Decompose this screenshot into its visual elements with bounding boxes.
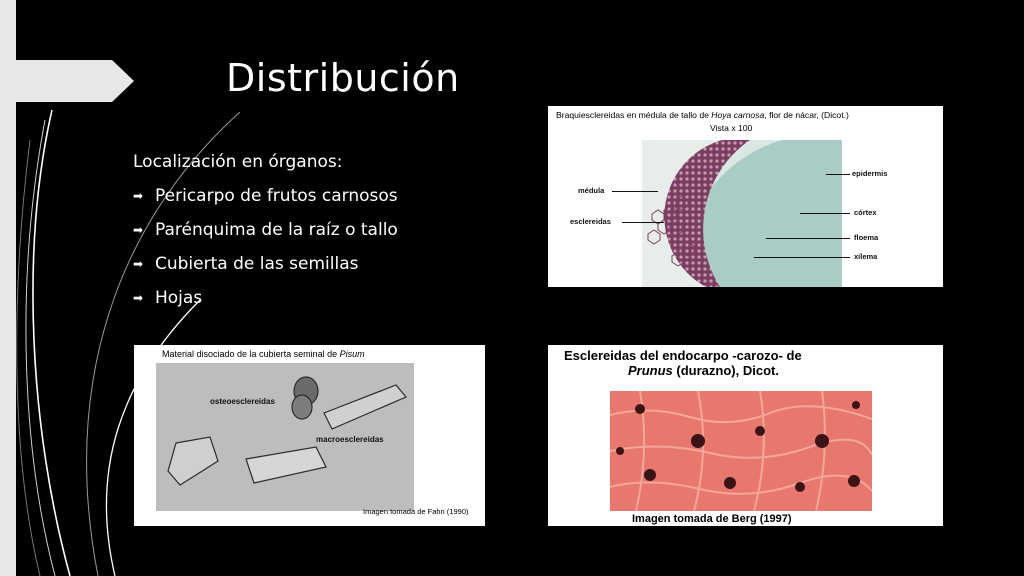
stem-cross-section-figure <box>548 106 943 287</box>
arrow-bullet-icon: ➡ <box>133 189 144 203</box>
bullet-text: Cubierta de las semillas <box>155 254 359 274</box>
figure-caption-line2: Prunus (durazno), Dicot. <box>628 363 779 378</box>
cortex-label: córtex <box>854 208 877 217</box>
list-item <box>133 218 473 242</box>
figure-caption: Braquiesclereidas en médula de tallo de Hoya carnosa, flor de nácar, (Dicot.) <box>556 110 849 120</box>
floema-label: floema <box>854 233 879 242</box>
bullet-list <box>133 184 473 310</box>
arrow-bullet-icon: ➡ <box>133 291 144 305</box>
list-item <box>133 184 473 208</box>
leader-line <box>826 174 850 175</box>
leader-line <box>612 191 658 192</box>
esclereidas-label: esclereidas <box>570 217 611 226</box>
bullet-area <box>133 150 473 320</box>
list-item <box>133 252 473 276</box>
arrow-bullet-icon: ➡ <box>133 257 144 271</box>
image-credit: Imagen tomada de Fahn (1990) <box>363 507 469 516</box>
lead-text: Localización en órganos: <box>133 152 343 172</box>
osteoesclereidas-label: osteoesclereidas <box>210 397 275 406</box>
bullet-text: Pericarpo de frutos carnosos <box>155 186 398 206</box>
leader-line <box>622 222 664 223</box>
slide-title: Distribución <box>226 56 460 100</box>
macroesclereidas-label: macroesclereidas <box>316 435 384 444</box>
leader-line <box>766 238 850 239</box>
image-credit: Imagen tomada de Berg (1997) <box>632 513 792 525</box>
epidermis-label: epidermis <box>852 169 888 178</box>
bullet-text: Hojas <box>155 288 203 308</box>
arrow-bullet-icon: ➡ <box>133 223 144 237</box>
prunus-endocarp-figure <box>548 345 943 526</box>
list-item <box>133 286 473 310</box>
medula-label: médula <box>578 186 605 195</box>
figure-caption: Material disociado de la cubierta seminal de Pisum <box>162 349 365 359</box>
bullet-text: Parénquima de la raíz o tallo <box>155 220 398 240</box>
figure-caption: Esclereidas del endocarpo -carozo- de <box>564 348 802 363</box>
figure-magnification: Vista x 100 <box>710 123 753 133</box>
leader-line <box>800 213 850 214</box>
endocarp-micrograph <box>610 391 872 511</box>
title-tab-shape <box>0 60 134 102</box>
xilema-label: xilema <box>854 252 878 261</box>
leader-line <box>754 257 850 258</box>
pisum-seed-coat-figure <box>134 345 485 526</box>
